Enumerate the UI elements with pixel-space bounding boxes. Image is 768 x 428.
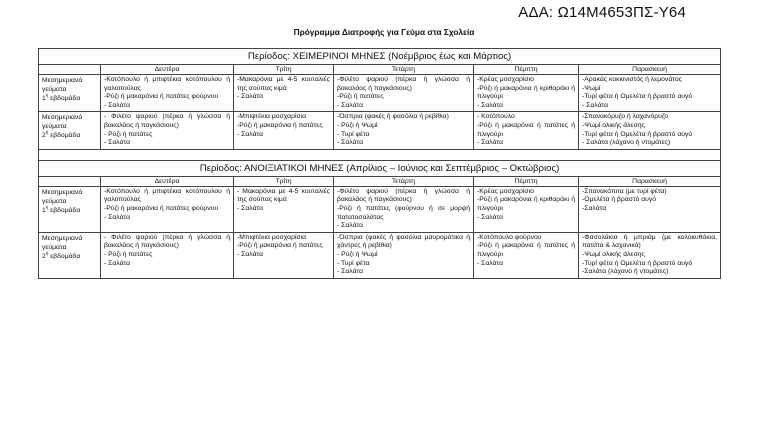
day-header: Δευτέρα xyxy=(101,65,234,75)
meal-cell xyxy=(579,186,721,232)
meal-line: -Τυρί φέτα ή Ομελέτα ή βραστό αυγό xyxy=(582,259,693,267)
meal-cell xyxy=(334,112,474,149)
meal-line: - Κοτόπουλο xyxy=(477,113,515,121)
week-number-suffix: η xyxy=(45,250,49,256)
day-header: Πέμπτη xyxy=(474,65,579,75)
week-label-line3 xyxy=(42,131,97,140)
week-label-line3 xyxy=(42,252,97,261)
week-label-line1: Μεσημεριανά xyxy=(42,234,83,242)
week-number-suffix: η xyxy=(45,204,49,210)
week-label-line3 xyxy=(42,94,97,103)
meal-line: -Σπανακόρυζο ή λαχανόρυζο xyxy=(582,113,669,121)
week-label-line1: Μεσημεριανά xyxy=(42,114,83,122)
meal-line: -Κοτόπουλο ή μπιφτέκια κοτόπουλου ή γαλοπούλας xyxy=(104,187,230,204)
meal-line: - Τυρί φέτα xyxy=(337,259,370,267)
meal-cell xyxy=(101,186,234,232)
meal-line: -Φιλέτο ψαριού (πέρκα ή γλώσσα ή βακαλάος ή παγκάσιους) xyxy=(337,187,470,204)
week-label-line2: γεύματα xyxy=(42,197,67,205)
week-number: 1 xyxy=(42,95,46,102)
meal-line: - Σαλάτα xyxy=(237,93,264,101)
week-label-line2: γεύματα xyxy=(42,123,67,131)
meal-line: -Ψωμί ολικής άλεσης xyxy=(582,121,645,129)
meal-line: -Σπανακόπιτα (με τυρί φέτα) xyxy=(582,187,667,195)
period-gap xyxy=(39,149,721,160)
day-header: Τρίτη xyxy=(234,65,334,75)
meal-line: - Σαλάτα xyxy=(337,101,364,109)
meal-line: - Σαλάτα xyxy=(237,130,264,138)
meal-line: - Ρύζι ή Ψωμί xyxy=(337,250,378,258)
meal-line: -Φασολάκια ή μπριάμ (με κολοκυθάκια, πατάτα & λαχανικά) xyxy=(582,233,718,250)
day-header: Τρίτη xyxy=(234,176,334,186)
week-number-suffix: η xyxy=(45,92,49,98)
menu-table-body xyxy=(39,49,721,279)
meal-line: -Τυρί φέτα ή Ομελέτα ή βραστό αυγό xyxy=(582,93,693,101)
week-number: 2 xyxy=(42,252,46,260)
meal-line: - Σαλάτα xyxy=(104,213,131,221)
week-label xyxy=(39,232,101,278)
period-title: Περίοδος: ΑΝΟΙΞΙΑΤΙΚΟΙ ΜΗΝΕΣ (Απρίλιος – Ιούνιος και Σεπτέμβριος – Οκτώβριος) xyxy=(39,160,721,176)
meal-cell xyxy=(234,186,334,232)
meal-line: - Σαλάτα xyxy=(582,101,609,109)
meal-cell xyxy=(579,75,721,112)
meal-line: - Τυρί φέτα xyxy=(337,130,370,138)
day-header: Παρασκευή xyxy=(579,65,721,75)
day-header: Πέμπτη xyxy=(474,176,579,186)
week-label-line2: γεύματα xyxy=(42,243,67,251)
week-label-rest: εβδομάδα xyxy=(50,252,81,260)
meal-cell xyxy=(334,232,474,278)
ada-code: ΑΔΑ: Ω14Μ4653ΠΣ-Υ64 xyxy=(518,4,686,21)
day-header: Παρασκευή xyxy=(579,176,721,186)
corner-cell xyxy=(39,176,101,186)
meal-line: -Ρύζι ή μακαρόνια ή πατάτες ή πλιγούρι xyxy=(477,242,575,258)
period-title-row xyxy=(39,49,721,65)
gap-cell xyxy=(39,149,721,160)
meal-cell xyxy=(234,232,334,278)
meal-line: -Κοτόπουλο φούρνου xyxy=(477,233,542,241)
meal-cell xyxy=(474,232,579,278)
meal-line: - Σαλάτα xyxy=(104,139,131,147)
meal-cell xyxy=(474,112,579,149)
meal-cell xyxy=(474,186,579,232)
meal-line: -Ρύζι ή μακαρόνια ή πατάτες φούρνου xyxy=(104,204,219,212)
week-row xyxy=(39,75,721,112)
meal-line: -Ρύζι ή μακαρόνια ή πατάτες φούρνου xyxy=(104,93,219,101)
meal-line: -Όσπρια (φακές ή φασόλια μαυρομάτικα ή χάντρες ή ρεβίθια) xyxy=(337,233,470,250)
week-label-rest: εβδομάδα xyxy=(50,95,81,102)
meal-line: -Φιλέτο ψαριού (πέρκα ή γλώσσα ή βακαλάος ή παγκάσιους) xyxy=(337,76,470,92)
meal-line: - Μακαρόνια με 4-5 κουταλιές της σούπας κιμά xyxy=(237,187,330,204)
meal-cell xyxy=(474,75,579,112)
period-title-row xyxy=(39,160,721,176)
meal-line: -Κρέας μοσχαρίσιο xyxy=(477,76,534,83)
week-label xyxy=(39,112,101,149)
meal-line: -Ρύζι ή μακαρόνια ή πατάτες ή πλιγούρι xyxy=(477,121,575,138)
meal-line: -Τυρί φέτα ή Ομελέτα ή βραστό αυγό xyxy=(582,130,693,138)
meal-cell xyxy=(101,75,234,112)
meal-line: -Όσπρια (φακές ή φασόλια ή ρεβίθια) xyxy=(337,113,449,121)
meal-line: -Σαλάτα (λάχανο ή ντομάτες) xyxy=(582,268,669,276)
day-header-row xyxy=(39,65,721,75)
meal-line: - Σαλάτα xyxy=(477,139,504,147)
meal-line: - Ρύζι ή πατάτες xyxy=(104,250,153,258)
meal-line: -Μπιφτέκια μοσχαρίσια xyxy=(237,113,307,121)
meal-line: - Σαλάτα xyxy=(104,259,131,267)
meal-line: -Ρύζι ή μακαρόνια ή πατάτες xyxy=(237,121,323,129)
week-label xyxy=(39,75,101,112)
meal-line: - Φιλέτο ψαριού (πέρκα ή γλώσσα ή βακαλάος ή παγκάσιους) xyxy=(104,113,230,129)
meal-line: -Κοτόπουλο ή μπιφτέκια κοτόπουλου ή γαλοπούλας xyxy=(104,76,230,92)
meal-cell xyxy=(101,112,234,149)
week-number-suffix: η xyxy=(45,130,49,136)
meal-line: - Σαλάτα xyxy=(337,222,364,230)
day-header: Τετάρτη xyxy=(334,65,474,75)
meal-line: - Σαλάτα (λάχανο ή ντομάτες) xyxy=(582,139,671,147)
day-header-row xyxy=(39,176,721,186)
week-row xyxy=(39,112,721,149)
meal-line: - Σαλάτα xyxy=(237,250,264,258)
meal-line: -Ψωμί ολικής άλεσης xyxy=(582,250,645,258)
meal-line: -Ψωμί xyxy=(582,84,601,92)
meal-cell xyxy=(334,75,474,112)
meal-line: - Σαλάτα xyxy=(337,268,364,276)
meal-cell xyxy=(234,75,334,112)
week-label-rest: εβδομάδα xyxy=(50,206,81,214)
week-label xyxy=(39,186,101,232)
week-label-line2: γεύματα xyxy=(42,86,67,93)
week-row xyxy=(39,232,721,278)
meal-line: - Ρύζι ή Ψωμί xyxy=(337,121,378,129)
meal-line: -Μακαρόνια με 4-5 κουταλιές της σούπας κιμά xyxy=(237,76,330,92)
meal-line: -Ρύζι ή πατάτες (φούρνου ή σε μορφή πατατοσαλάτας xyxy=(337,204,470,221)
meal-line: -Ομελέτα ή βραστό αυγό xyxy=(582,196,657,204)
menu-table xyxy=(38,48,721,279)
week-label-line1: Μεσημεριανά xyxy=(42,77,83,84)
week-number: 2 xyxy=(42,132,46,140)
week-label-rest: εβδομάδα xyxy=(50,132,81,140)
meal-line: - Φιλέτο ψαριού (πέρκα ή γλώσσα ή βακαλάος ή παγκάσιους) xyxy=(104,233,230,250)
meal-line: - Σαλάτα xyxy=(477,259,504,267)
meal-line: - Ρύζι ή πατάτες xyxy=(104,130,153,138)
week-label-line3 xyxy=(42,206,97,215)
meal-line: - Σαλάτα xyxy=(477,101,504,109)
meal-line: -Ρύζι ή μακαρόνια ή κριθαράκι ή πλιγούρι xyxy=(477,196,575,212)
meal-cell xyxy=(234,112,334,149)
period-title: Περίοδος: ΧΕΙΜΕΡΙΝΟΙ ΜΗΝΕΣ (Νοέμβριος έως και Μάρτιος) xyxy=(39,49,721,65)
meal-line: - Σαλάτα xyxy=(237,204,264,212)
corner-cell xyxy=(39,65,101,75)
meal-line: -Αρακάς κοκκινιστός ή λεμονάτος xyxy=(582,76,682,83)
meal-line: -Σαλάτα xyxy=(582,204,607,212)
week-number: 1 xyxy=(42,206,46,214)
meal-cell xyxy=(334,186,474,232)
meal-line: -Κρέας μοσχαρίσιο xyxy=(477,187,534,195)
week-row xyxy=(39,186,721,232)
meal-line: - Σαλάτα xyxy=(337,139,364,147)
day-header: Δευτέρα xyxy=(101,176,234,186)
week-label-line1: Μεσημεριανά xyxy=(42,188,83,196)
meal-cell xyxy=(579,232,721,278)
meal-line: -Μπιφτέκια μοσχαρίσια xyxy=(237,233,307,241)
meal-line: -Ρύζι ή μακαρόνια ή κριθαράκι ή πλιγούρι xyxy=(477,84,575,101)
meal-line: -Ρύζι ή πατάτες xyxy=(337,93,384,101)
meal-line: - Σαλάτα xyxy=(104,101,131,109)
meal-cell xyxy=(101,232,234,278)
meal-line: -Ρύζι ή μακαρόνια ή πατάτες xyxy=(237,242,323,250)
document-title: Πρόγραμμα Διατροφής για Γεύμα στα Σχολεία xyxy=(293,27,475,37)
meal-line: - Σαλάτα xyxy=(477,213,504,221)
meal-cell xyxy=(579,112,721,149)
day-header: Τετάρτη xyxy=(334,176,474,186)
